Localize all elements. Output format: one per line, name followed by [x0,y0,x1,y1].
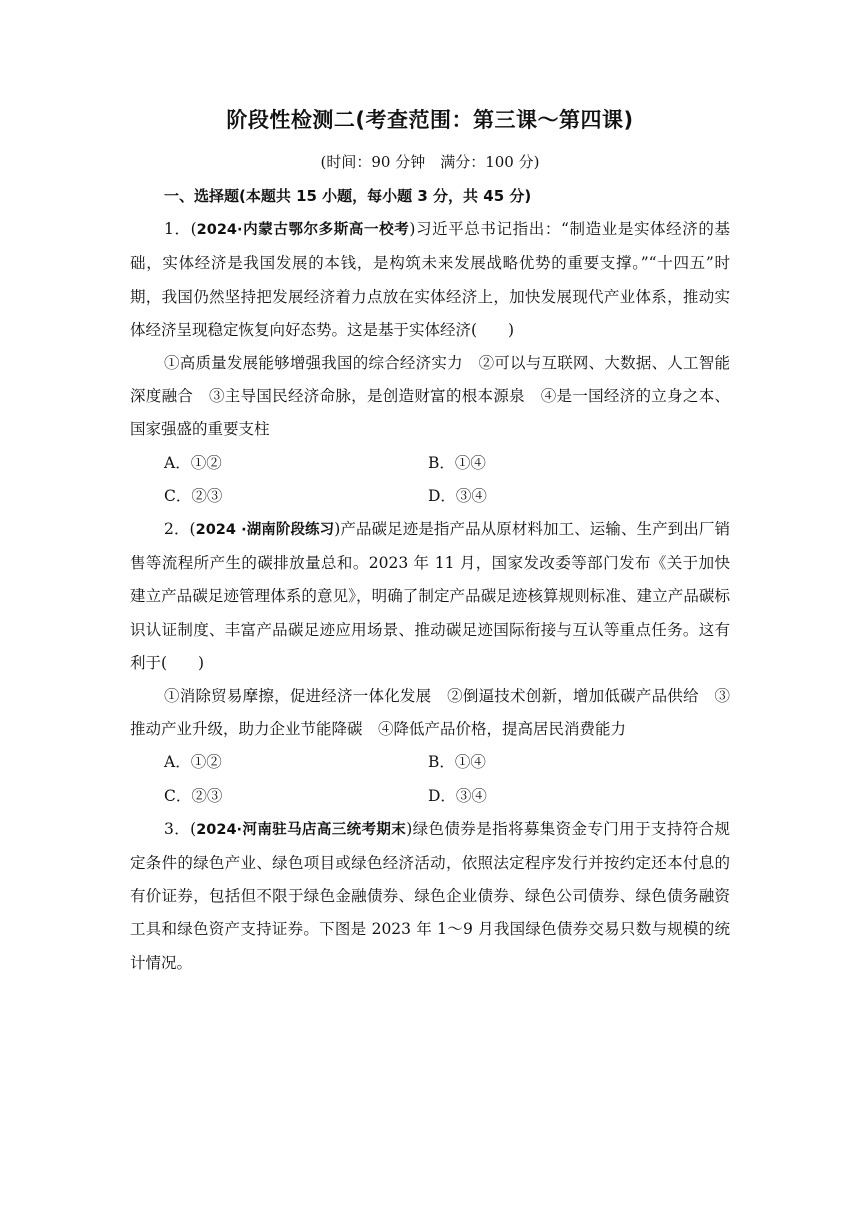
option-a[interactable]: A．①② [164,453,222,472]
exam-info: (时间：90 分钟 满分：100 分) [320,153,540,171]
question-2-options-row-2 [130,780,730,813]
question-1-statements: ①高质量发展能够增强我国的综合经济实力 ②可以与互联网、大数据、人工智能深度融合 ③主导国民经济命脉，是创造财富的根本源泉 ④是一国经济的立身之本、国家强盛的重要支柱 [130,354,730,439]
question-source: 2024 ·湖南阶段练习 [195,522,335,539]
question-source: 2024·河南驻马店高三统考期末 [196,821,407,838]
question-2-stem [130,513,730,680]
question-source: 2024·内蒙古鄂尔多斯高一校考 [196,222,410,239]
source-close: ) [334,520,341,539]
question-1-options-row-2 [130,480,730,513]
question-number: 3． [164,819,191,838]
section-heading: 一、选择题(本题共 15 小题，每小题 3 分，共 45 分) [164,187,532,205]
option-c[interactable]: C．②③ [164,486,223,505]
question-number: 2． [164,520,190,539]
question-text: 习近平总书记指出：“制造业是实体经济的基础，实体经济是我国发展的本钱，是构筑未来发展战略优势的重要支撑。”“十四五”时期，我国仍然坚持把发展经济着力点放在实体经济上，加快发展现代产业体系，推动实体经济呈现稳定恢复向好态势。这是基于实体经济( ) [130,220,730,339]
option-c[interactable]: C．②③ [164,786,223,805]
source-open: ( [190,220,197,239]
question-1-options-row-1 [130,447,730,480]
question-2-statements: ①消除贸易摩擦，促进经济一体化发展 ②倒逼技术创新，增加低碳产品供给 ③推动产业升级，助力企业节能降碳 ④降低产品价格，提高居民消费能力 [130,687,730,739]
source-close: ) [406,819,413,838]
exam-content [130,180,730,980]
option-b[interactable]: B．①④ [428,453,486,472]
page-title: 阶段性检测二(考查范围：第三课～第四课) [226,108,634,132]
option-b[interactable]: B．①④ [428,753,486,772]
question-text: 产品碳足迹是指产品从原材料加工、运输、生产到出厂销售等流程所产生的碳排放量总和。2023 年 11 月，国家发改委等部门发布《关于加快建立产品碳足迹管理体系的意见》，明确了制定产品碳足迹核算规则标准、建立产品碳标识认证制度、丰富产品碳足迹应用场景、推动碳足迹国际衔接与互认等重点任务。这有利于( ) [130,520,730,672]
source-close: ) [409,220,416,239]
source-open: ( [190,819,197,838]
option-d[interactable]: D．③④ [428,786,487,805]
option-a[interactable]: A．①② [164,753,222,772]
option-d[interactable]: D．③④ [428,486,487,505]
source-open: ( [189,520,196,539]
question-text: 绿色债券是指将募集资金专门用于支持符合规定条件的绿色产业、绿色项目或绿色经济活动，依照法定程序发行并按约定还本付息的有价证券，包括但不限于绿色金融债券、绿色企业债券、绿色公司债券、绿色债务融资工具和绿色资产支持证券。下图是 2023 年 1～9 月我国绿色债券交易只数与规模的统计情况。 [130,819,730,972]
question-1-stem [130,213,730,347]
question-number: 1． [164,220,191,239]
question-2-options-row-1 [130,746,730,779]
question-3-stem [130,813,730,980]
